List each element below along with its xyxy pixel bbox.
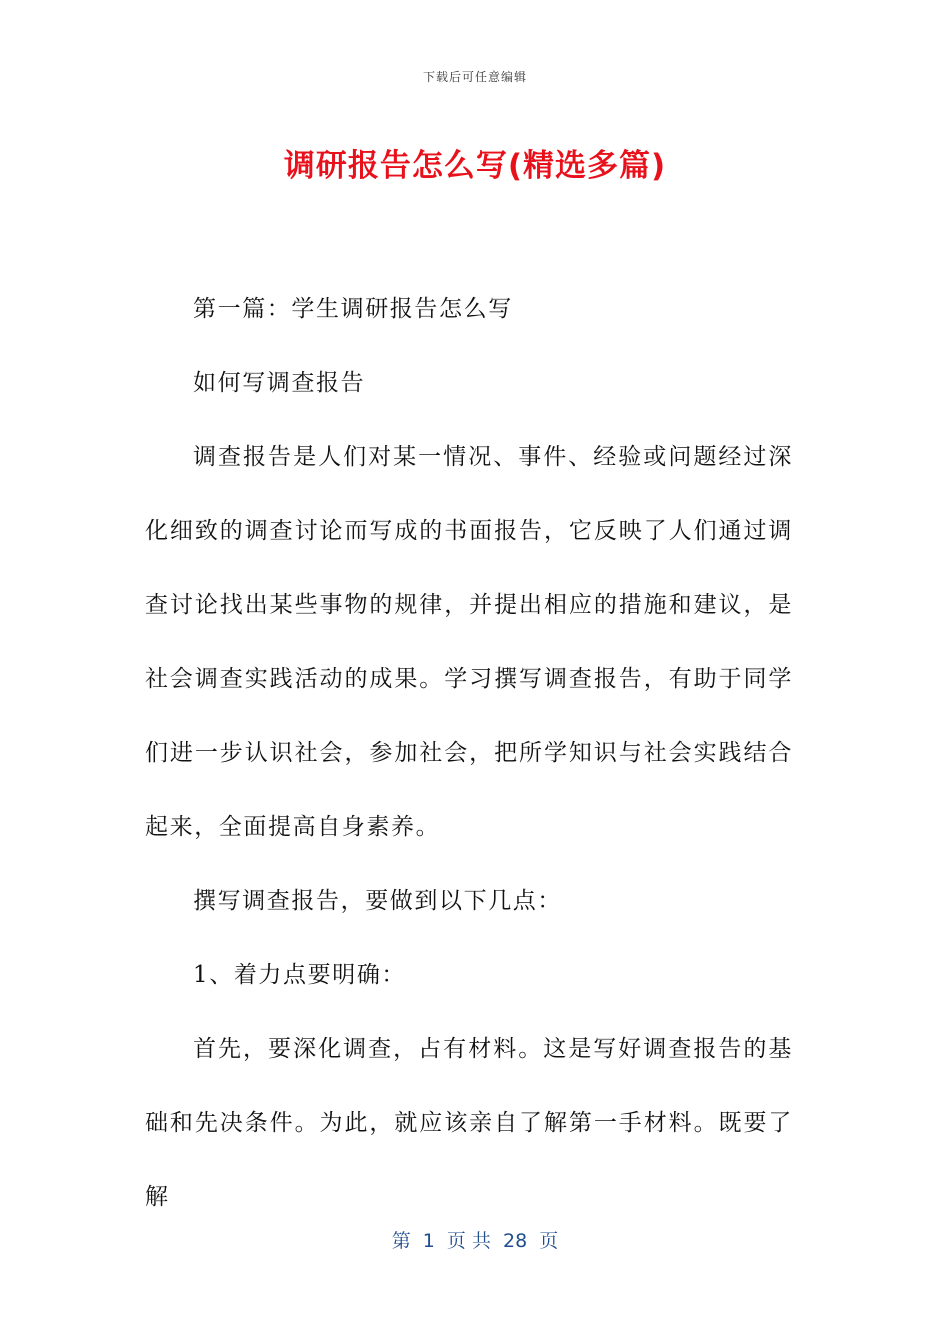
document-title: 调研报告怎么写(精选多篇)	[283, 148, 667, 184]
section-heading: 第一篇：学生调研报告怎么写	[193, 296, 513, 322]
document-body	[145, 272, 793, 1234]
paragraph-points-intro: 撰写调查报告，要做到以下几点：	[193, 888, 562, 914]
list-item-heading: 1、着力点要明确：	[193, 962, 407, 988]
header-note: 下载后可任意编辑	[422, 70, 527, 84]
paragraph-intro: 调查报告是人们对某一情况、事件、经验或问题经过深化细致的调查讨论而写成的书面报告，它反映了人们通过调查讨论找出某些事物的规律，并提出相应的措施和建议，是社会调查实践活动的成果。学习撰写调查报告，有助于同学们进一步认识社会，参加社会，把所学知识与社会实践结合起来，全面提高自身素养。	[145, 444, 793, 840]
page-footer: 第 1 页 共 28 页	[391, 1230, 559, 1252]
subheading: 如何写调查报告	[193, 370, 366, 396]
paragraph-first-point: 首先，要深化调查，占有材料。这是写好调查报告的基础和先决条件。为此，就应该亲自了解第一手材料。既要了解	[145, 1036, 793, 1210]
